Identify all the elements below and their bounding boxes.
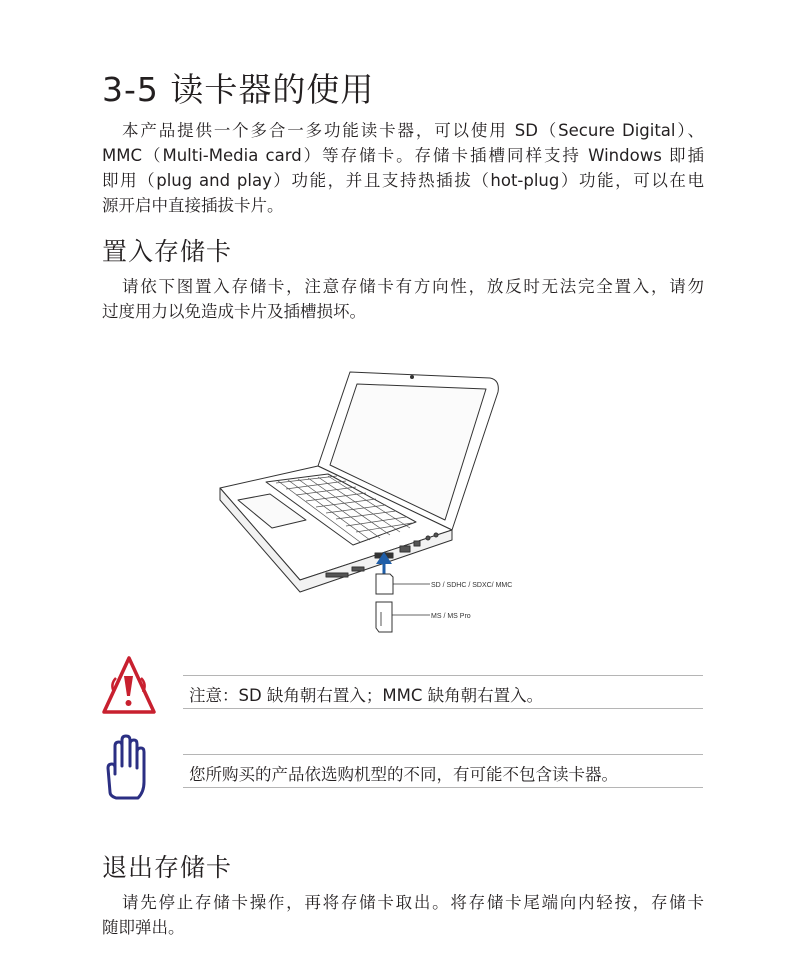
info-note [183,754,703,788]
intro-paragraph [102,118,704,218]
intro-line: 即用（plug and play）功能，并且支持热插拔（hot-plug）功能，可以在电 [102,171,704,190]
insert-card-paragraph [102,274,704,324]
laptop-card-reader-illustration [210,362,550,642]
intro-line: MMC（Multi-Media card）等存储卡。存储卡插槽同样支持 Windows 即插 [102,146,704,165]
remove-line: 随即弹出。 [102,918,185,937]
remove-card-paragraph [102,890,704,940]
insert-line: 过度用力以免造成卡片及插槽损坏。 [102,302,366,321]
insert-card-heading: 置入存储卡 [102,237,233,266]
label-ms: MS / MS Pro [431,613,471,620]
label-sd-mmc: SD / SDHC / SDXC/ MMC [431,582,513,589]
info-note-text: 您所购买的产品依选购机型的不同，有可能不包含读卡器。 [189,765,618,784]
remove-line: 请先停止存储卡操作，再将存储卡取出。将存储卡尾端向内轻按，存储卡 [122,893,704,912]
sd-card-icon [376,574,393,594]
section-title: 3-5 读卡器的使用 [102,70,375,109]
intro-line: 本产品提供一个多合一多功能读卡器，可以使用 SD（Secure Digital）、 [122,121,704,140]
remove-card-heading: 退出存储卡 [102,853,233,882]
warning-note [183,675,703,709]
warning-note-text: 注意：SD 缺角朝右置入；MMC 缺角朝右置入。 [189,686,544,705]
ms-card-icon [376,602,392,632]
intro-line: 源开启中直接插拔卡片。 [102,196,284,215]
warning-icon [100,654,158,718]
insert-line: 请依下图置入存储卡，注意存储卡有方向性，放反时无法完全置入，请勿 [122,277,704,296]
hand-icon [102,734,150,802]
